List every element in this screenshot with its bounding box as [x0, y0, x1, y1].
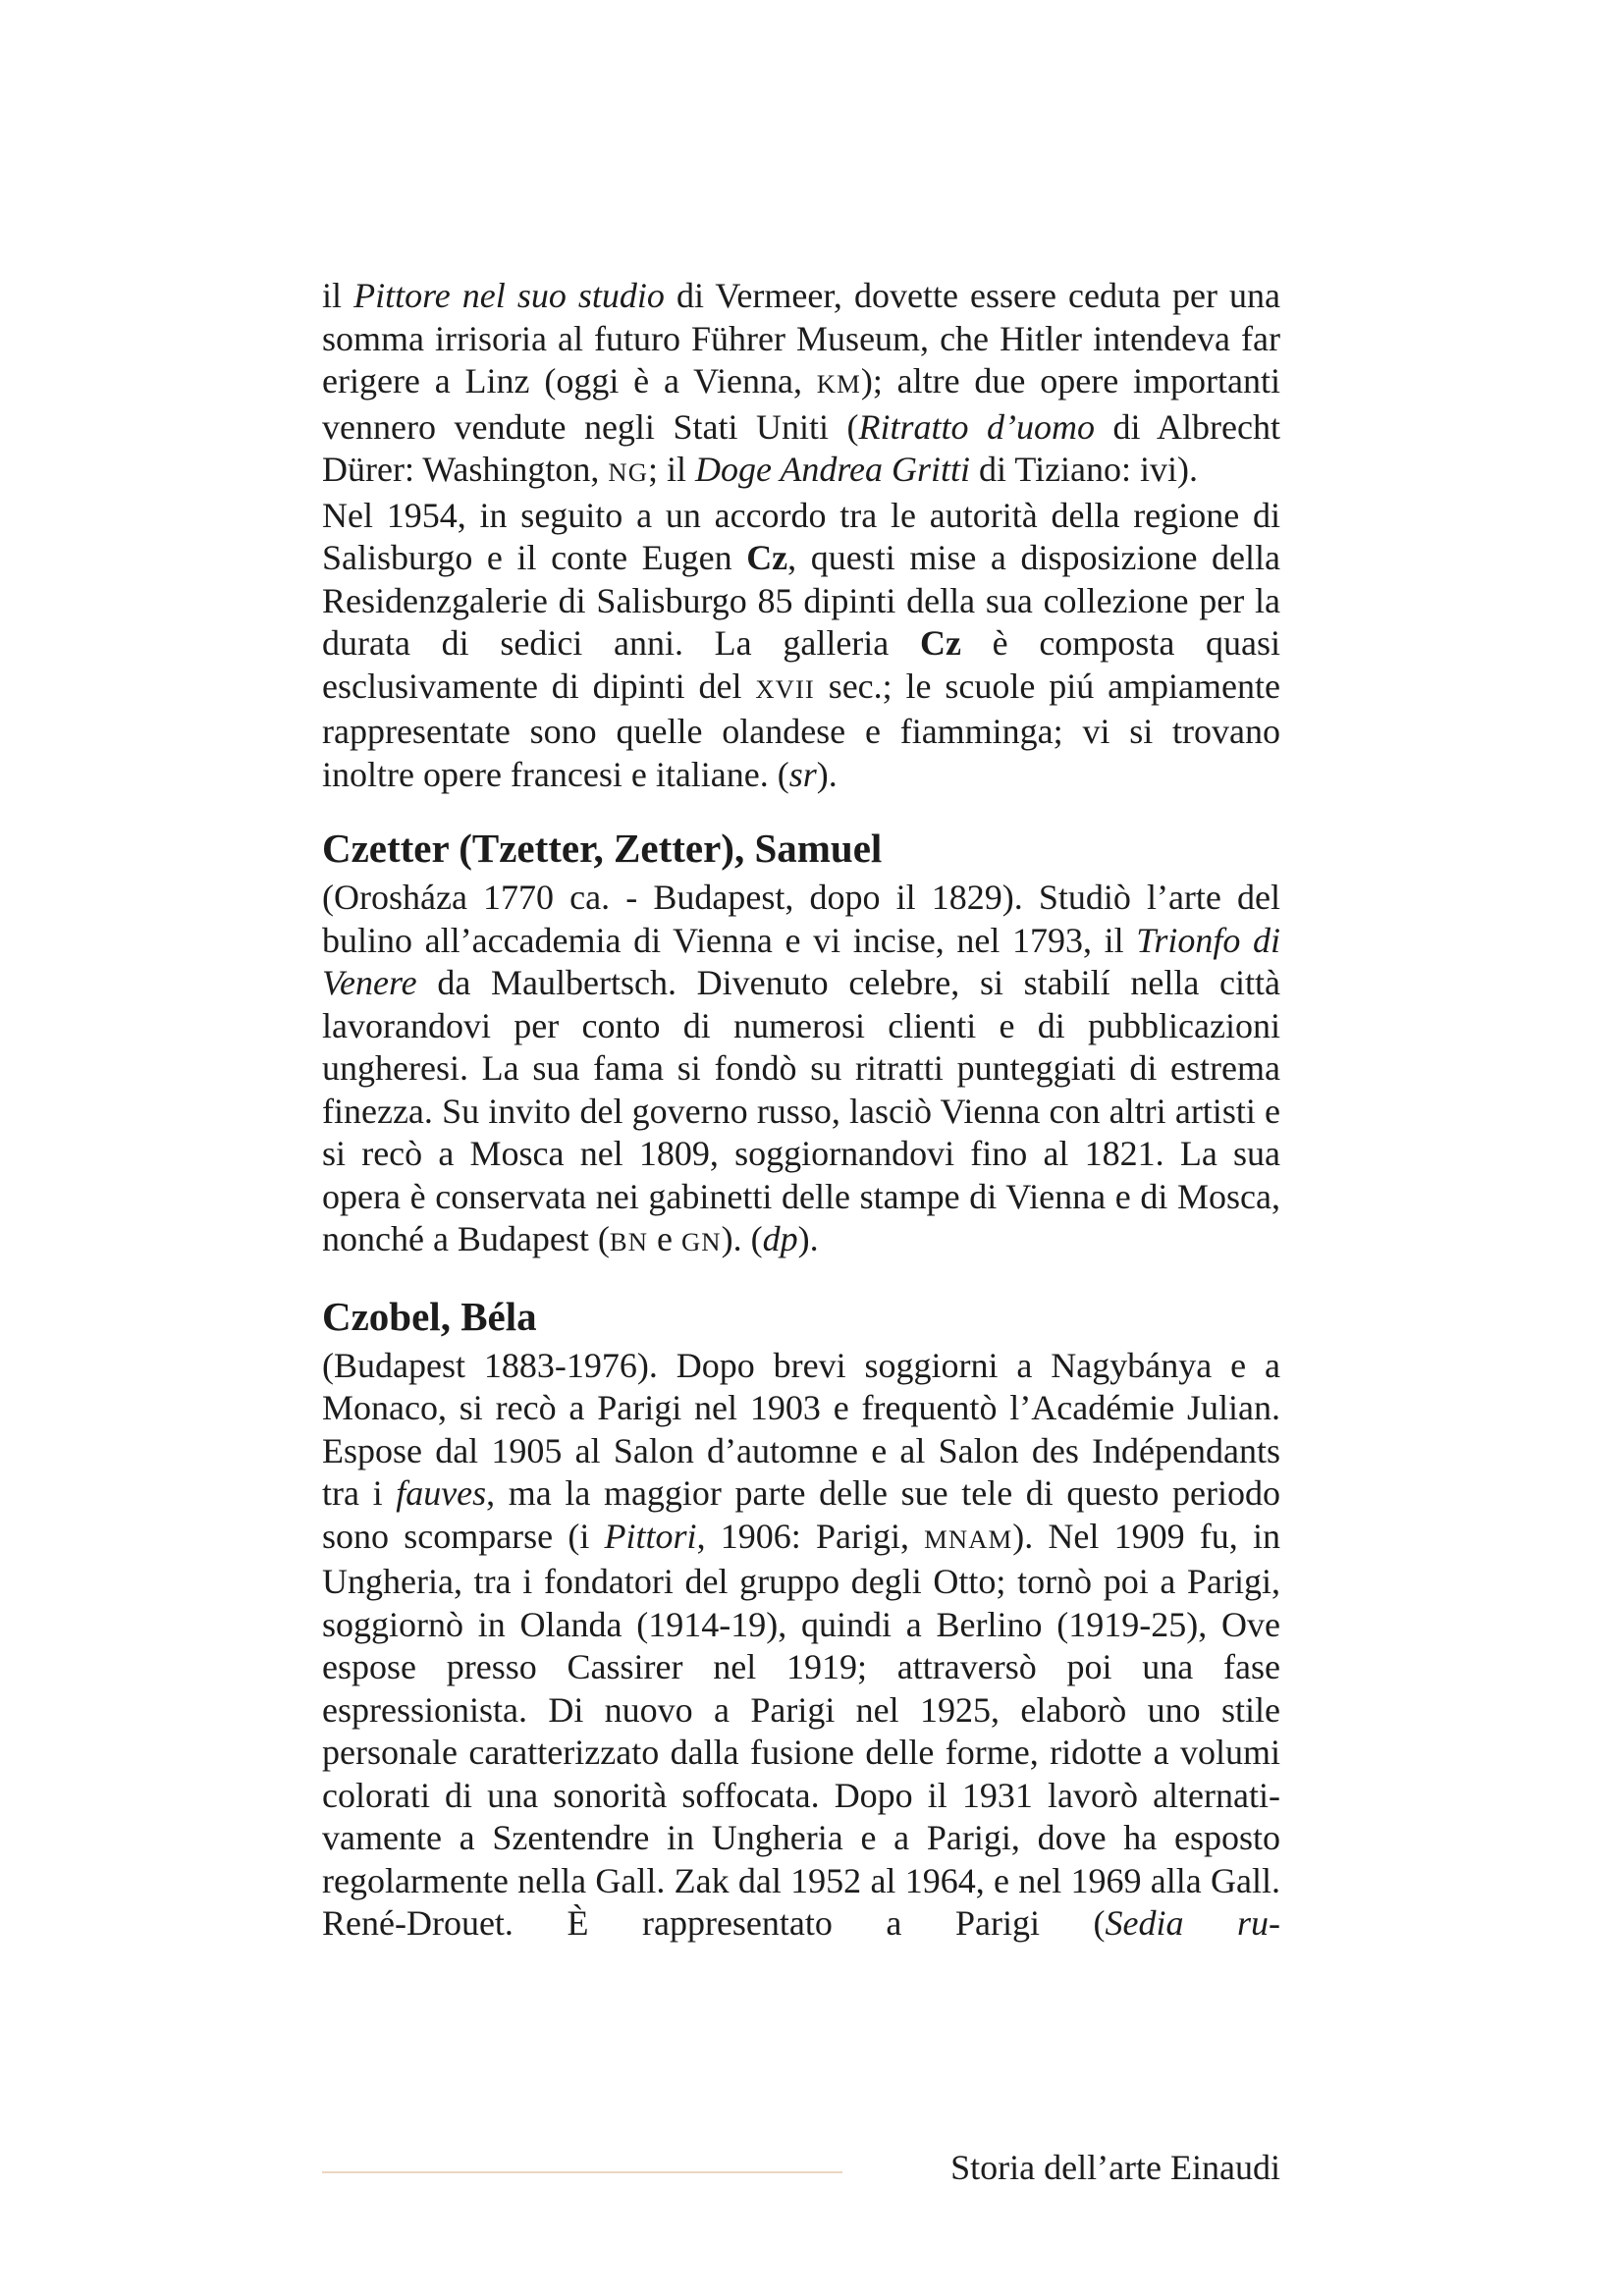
- series-title: fauves: [396, 1473, 487, 1513]
- artwork-title: Pittore nel suo studio: [353, 276, 665, 315]
- text-column: [322, 275, 1280, 1946]
- artwork-title: Sedia ru-: [1105, 1903, 1281, 1943]
- century-numeral: XVII: [755, 673, 815, 704]
- author-initials: dp: [762, 1219, 798, 1258]
- footer-rule: [322, 2171, 842, 2173]
- museum-abbreviation: BN: [609, 1227, 649, 1256]
- entry-abbreviation: Cz: [919, 623, 961, 663]
- entry-body: (Budapest 1883-1976). Dopo brevi soggiorni a Nagybánya e a Monaco, si recò a Parigi nel 1903 e frequentò l’Académie Julian. Espose dal 1905 al Salon d’automne e al Salon des Indépendants tra i fauves, ma la maggior parte delle sue tele di questo periodo sono scomparse (i Pittori, 1906: Parigi, MNAM). Nel 1909 fu, in Ungheria, tra i fondatori del gruppo degli Otto; tornò poi a Parigi, soggiornò in Olanda (1914-19), quindi a Berlino (1919-25), Ove espose presso Cassirer nel 1919; attraversò poi una fase espressionista. Di nuovo a Parigi nel 1925, elaborò uno stile personale caratterizzato dalla fusione delle forme, ridotte a volumi colorati di una sonorità soffocata. Dopo il 1931 lavorò alternativamente a Szentendre in Ungheria e a Parigi, dove ha esposto regolarmente nella Gall. Zak dal 1952 al 1964, e nel 1969 alla Gall. René-Drouet. È rappresentato a Parigi (Sedia ru-: [322, 1345, 1281, 1943]
- author-initials: sr: [788, 754, 817, 794]
- continuation-paragraph: Nel 1954, in seguito a un accordo tra le autorità della regione di Salisburgo e il conte Eugen Cz, questi mise a disposizione della Residenzgalerie di Salisburgo 85 dipinti della sua collezione per la durata di sedici anni. La galleria Cz è composta quasi esclusivamente di dipinti del XVII sec.; le scuole piú ampiamente rappresentate sono quelle olandese e fiamminga; vi si trovano inoltre opere francesi e italiane. (sr).: [322, 495, 1281, 794]
- museum-abbreviation: NG: [608, 457, 648, 487]
- artwork-title: Ritratto d’uomo: [858, 406, 1095, 447]
- entry-body: (Orosháza 1770 ca. - Budapest, dopo il 1829). Studiò l’arte del bulino all’accademia di Vienna e vi incise, nel 1793, il Trionfo di Venere da Maulbertsch. Divenuto celebre, si stabilí nella città lavorandovi per conto di numerosi clienti e di pubblicazioni ungheresi. La sua fama si fondò su ritratti punteggiati di estrema finezza. Su invito del governo russo, lasciò Vienna con altri artisti e si recò a Mosca nel 1809, soggiornandovi fino al 1821. La sua opera è conservata nei gabinetti delle stampe di Vienna e di Mosca, nonché a Budapest (BN e GN). (dp).: [322, 878, 1280, 1258]
- footer-title: Storia dell’arte Einaudi: [950, 2148, 1280, 2187]
- entry-heading: Czetter (Tzetter, Zetter), Samuel: [322, 826, 883, 871]
- entry-abbreviation: Cz: [746, 538, 788, 577]
- artwork-title: Pittori: [604, 1516, 697, 1556]
- artwork-title: Trionfo di Venere: [322, 920, 1280, 1002]
- museum-abbreviation: KM: [816, 369, 861, 399]
- museum-abbreviation: GN: [681, 1227, 722, 1256]
- continuation-paragraph: il Pittore nel suo studio di Vermeer, dovette essere ceduta per una somma irrisoria al futuro Führer Museum, che Hitler intendeva far erigere a Linz (oggi è a Vienna, KM); altre due opere importanti vennero vendute negli Stati Uniti (Ritratto d’uomo di Albrecht Dürer: Washington, NG; il Doge Andrea Gritti di Tiziano: ivi).: [322, 276, 1281, 489]
- entry-heading: Czobel, Béla: [322, 1293, 537, 1339]
- artwork-title: Doge Andrea Gritti: [695, 450, 970, 489]
- museum-abbreviation: MNAM: [924, 1523, 1013, 1554]
